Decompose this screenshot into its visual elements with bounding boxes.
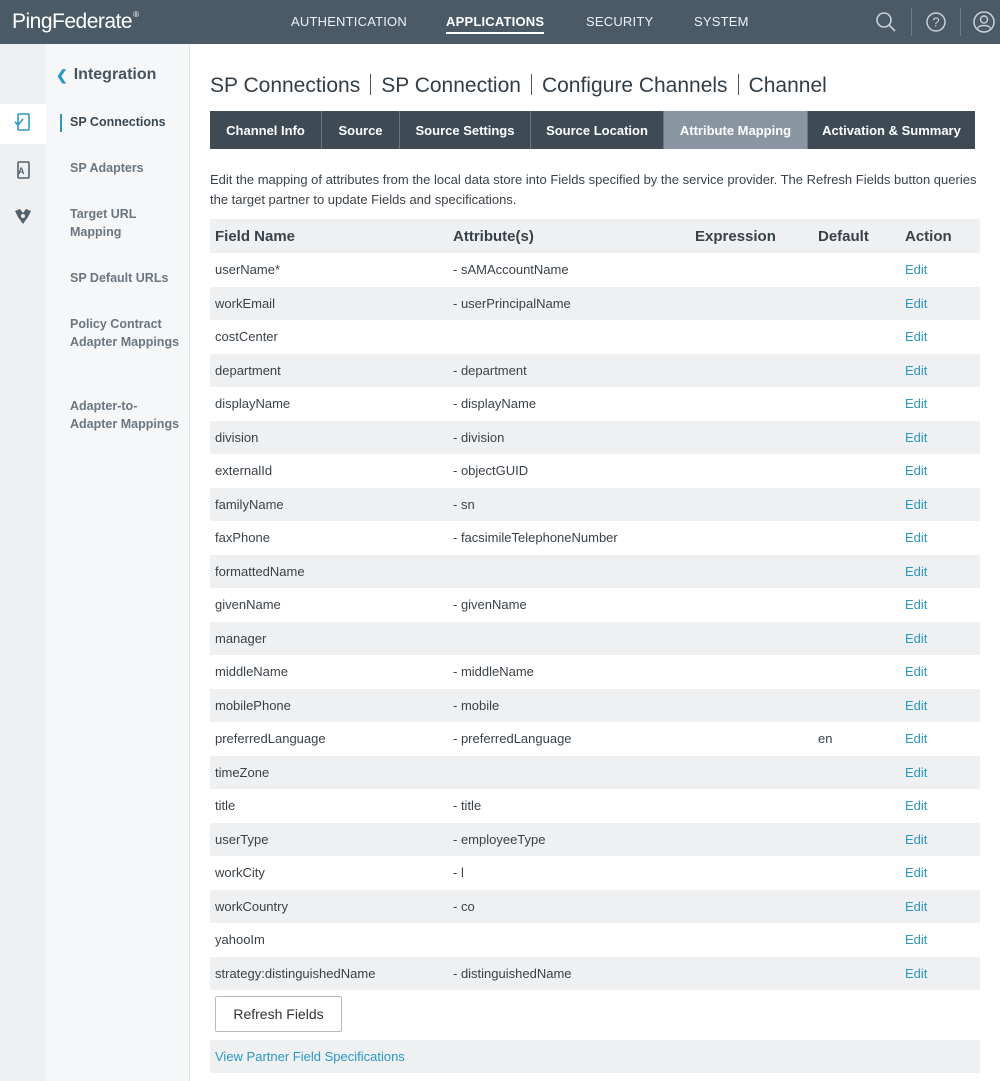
table-row <box>210 856 980 890</box>
attribute-cell: - department <box>453 362 527 378</box>
identity-provider-icon <box>12 205 34 232</box>
sidebar-item-sp-adapters[interactable]: SP Adapters <box>70 161 144 175</box>
field-name-cell: division <box>215 429 259 445</box>
wizard-tabs <box>210 111 975 149</box>
column-header-action: Action <box>905 227 952 245</box>
edit-link[interactable]: Edit <box>905 429 928 445</box>
table-row <box>210 622 980 656</box>
edit-link[interactable]: Edit <box>905 329 928 345</box>
field-name-cell: workCountry <box>215 898 288 914</box>
table-row <box>210 387 980 421</box>
tab-activation-summary[interactable]: Activation & Summary <box>808 111 975 149</box>
field-name-cell: costCenter <box>215 329 278 345</box>
field-name-cell: externalId <box>215 463 273 479</box>
sidebar-item-sp-connections[interactable]: SP Connections <box>70 115 166 129</box>
refresh-fields-button[interactable]: Refresh Fields <box>215 996 342 1032</box>
tab-source-settings[interactable]: Source Settings <box>400 111 531 149</box>
edit-link[interactable]: Edit <box>905 530 928 546</box>
svg-text:?: ? <box>932 14 940 30</box>
attribute-cell: - title <box>453 798 482 814</box>
breadcrumb-item: Channel <box>748 74 827 97</box>
breadcrumb-item: Configure Channels <box>541 74 728 97</box>
table-row <box>210 655 980 689</box>
edit-link[interactable]: Edit <box>905 664 928 680</box>
field-name-cell: faxPhone <box>215 530 270 546</box>
main-content <box>190 44 1000 1081</box>
sidebar-item-sp-default-urls[interactable]: SP Default URLs <box>70 271 169 285</box>
sidebar-heading-label: Integration <box>73 66 157 83</box>
column-header-field-name: Field Name <box>215 227 296 245</box>
edit-link[interactable]: Edit <box>905 396 928 412</box>
table-header <box>210 219 980 253</box>
table-row <box>210 454 980 488</box>
tab-source-location[interactable]: Source Location <box>531 111 664 149</box>
table-row <box>210 320 980 354</box>
field-name-cell: title <box>215 798 236 814</box>
edit-link[interactable]: Edit <box>905 496 928 512</box>
app-icon <box>12 159 34 186</box>
field-name-cell: strategy:distinguishedName <box>215 965 376 981</box>
sp-connections-icon <box>12 111 34 138</box>
table-row <box>210 957 980 991</box>
nav-authentication[interactable]: AUTHENTICATION <box>291 14 407 29</box>
attribute-cell: - givenName <box>453 597 527 613</box>
table-row <box>210 287 980 321</box>
table-row <box>210 722 980 756</box>
icon-rail <box>0 44 46 1081</box>
field-name-cell: timeZone <box>215 764 270 780</box>
edit-link[interactable]: Edit <box>905 262 928 278</box>
breadcrumb-separator <box>531 74 532 95</box>
attribute-mapping-table <box>210 219 980 990</box>
attribute-cell: - l <box>453 865 464 881</box>
column-header-default: Default <box>818 227 869 245</box>
edit-link[interactable]: Edit <box>905 898 928 914</box>
table-row <box>210 689 980 723</box>
attribute-cell: - userPrincipalName <box>453 295 571 311</box>
page-description: Edit the mapping of attributes from the local data store into Fields specified by the service provider. The Refresh Fields button queries the target partner to update Fields and specifications. <box>210 172 977 207</box>
table-row <box>210 890 980 924</box>
field-name-cell: middleName <box>215 664 288 680</box>
column-header-expression: Expression <box>695 227 776 245</box>
attribute-cell: - sn <box>453 496 475 512</box>
table-row <box>210 588 980 622</box>
table-row <box>210 521 980 555</box>
help-icon[interactable] <box>924 10 948 34</box>
attribute-cell: - division <box>453 429 505 445</box>
table-row <box>210 923 980 957</box>
breadcrumb <box>210 74 827 98</box>
edit-link[interactable]: Edit <box>905 630 928 646</box>
edit-link[interactable]: Edit <box>905 295 928 311</box>
sidebar-item-policy-contract-adapter-mappings[interactable]: Policy Contract Adapter Mappings <box>70 317 180 349</box>
field-name-cell: displayName <box>215 396 291 412</box>
logo-trademark: ® <box>133 10 139 19</box>
rail-sp-connections[interactable] <box>0 104 46 144</box>
attribute-cell: - middleName <box>453 664 534 680</box>
breadcrumb-item: SP Connection <box>381 74 521 97</box>
table-row <box>210 823 980 857</box>
sidebar-active-marker <box>60 114 62 132</box>
nav-applications[interactable]: APPLICATIONS <box>446 14 544 34</box>
edit-link[interactable]: Edit <box>905 697 928 713</box>
top-navigation-bar <box>0 0 1000 44</box>
table-row <box>210 354 980 388</box>
field-name-cell: department <box>215 362 281 378</box>
topbar-divider <box>911 8 912 36</box>
field-name-cell: formattedName <box>215 563 305 579</box>
breadcrumb-separator <box>370 74 371 95</box>
edit-link[interactable]: Edit <box>905 731 928 747</box>
field-name-cell: preferredLanguage <box>215 731 326 747</box>
rail-identity-provider[interactable] <box>0 198 46 238</box>
edit-link[interactable]: Edit <box>905 563 928 579</box>
breadcrumb-item: SP Connections <box>210 74 361 97</box>
topbar-divider <box>960 8 961 36</box>
attribute-cell: - mobile <box>453 697 500 713</box>
edit-link[interactable]: Edit <box>905 831 928 847</box>
user-icon[interactable] <box>972 10 996 34</box>
column-header-attributes: Attribute(s) <box>453 227 534 245</box>
table-body <box>210 253 980 990</box>
attribute-cell: - distinguishedName <box>453 965 572 981</box>
edit-link[interactable]: Edit <box>905 463 928 479</box>
attribute-cell: - objectGUID <box>453 463 529 479</box>
table-row <box>210 555 980 589</box>
edit-link[interactable]: Edit <box>905 362 928 378</box>
attribute-cell: - facsimileTelephoneNumber <box>453 530 618 546</box>
field-name-cell: userType <box>215 831 269 847</box>
edit-link[interactable]: Edit <box>905 764 928 780</box>
svg-text:A: A <box>18 165 25 176</box>
breadcrumb-separator <box>738 74 739 95</box>
attribute-cell: - employeeType <box>453 831 546 847</box>
field-name-cell: familyName <box>215 496 284 512</box>
table-row <box>210 789 980 823</box>
edit-link[interactable]: Edit <box>905 597 928 613</box>
partner-spec-bar <box>210 1040 980 1073</box>
logo-text: PingFederate <box>12 10 133 33</box>
attribute-cell: - co <box>453 898 475 914</box>
field-name-cell: userName* <box>215 262 281 278</box>
table-row <box>210 421 980 455</box>
nav-system[interactable]: SYSTEM <box>694 14 749 29</box>
edit-link[interactable]: Edit <box>905 865 928 881</box>
sidebar-item-target-url-mapping[interactable]: Target URL Mapping <box>70 207 137 239</box>
field-name-cell: workEmail <box>215 295 275 311</box>
tab-source[interactable]: Source <box>322 111 400 149</box>
chevron-left-icon: ❮ <box>56 66 68 83</box>
attribute-cell: - preferredLanguage <box>453 731 572 747</box>
edit-link[interactable]: Edit <box>905 965 928 981</box>
nav-security[interactable]: SECURITY <box>586 14 654 29</box>
field-name-cell: givenName <box>215 597 281 613</box>
sidebar-heading[interactable] <box>56 66 156 84</box>
sidebar-item-adapter-to-adapter-mappings[interactable]: Adapter-to-Adapter Mappings <box>70 399 180 431</box>
edit-link[interactable]: Edit <box>905 798 928 814</box>
field-name-cell: manager <box>215 630 267 646</box>
table-row <box>210 253 980 287</box>
pingfederate-logo[interactable] <box>12 10 139 34</box>
table-row <box>210 756 980 790</box>
field-name-cell: workCity <box>215 865 265 881</box>
view-partner-field-specifications-link[interactable]: View Partner Field Specifications <box>215 1049 405 1064</box>
rail-applications[interactable] <box>0 152 46 192</box>
search-icon[interactable] <box>874 10 898 34</box>
tab-attribute-mapping[interactable]: Attribute Mapping <box>664 111 808 149</box>
sidebar <box>46 44 190 1081</box>
edit-link[interactable]: Edit <box>905 932 928 948</box>
field-name-cell: yahooIm <box>215 932 265 948</box>
attribute-cell: - sAMAccountName <box>453 262 569 278</box>
attribute-cell: - displayName <box>453 396 537 412</box>
default-cell: en <box>818 731 833 747</box>
table-row <box>210 488 980 522</box>
field-name-cell: mobilePhone <box>215 697 291 713</box>
tab-channel-info[interactable]: Channel Info <box>210 111 322 149</box>
